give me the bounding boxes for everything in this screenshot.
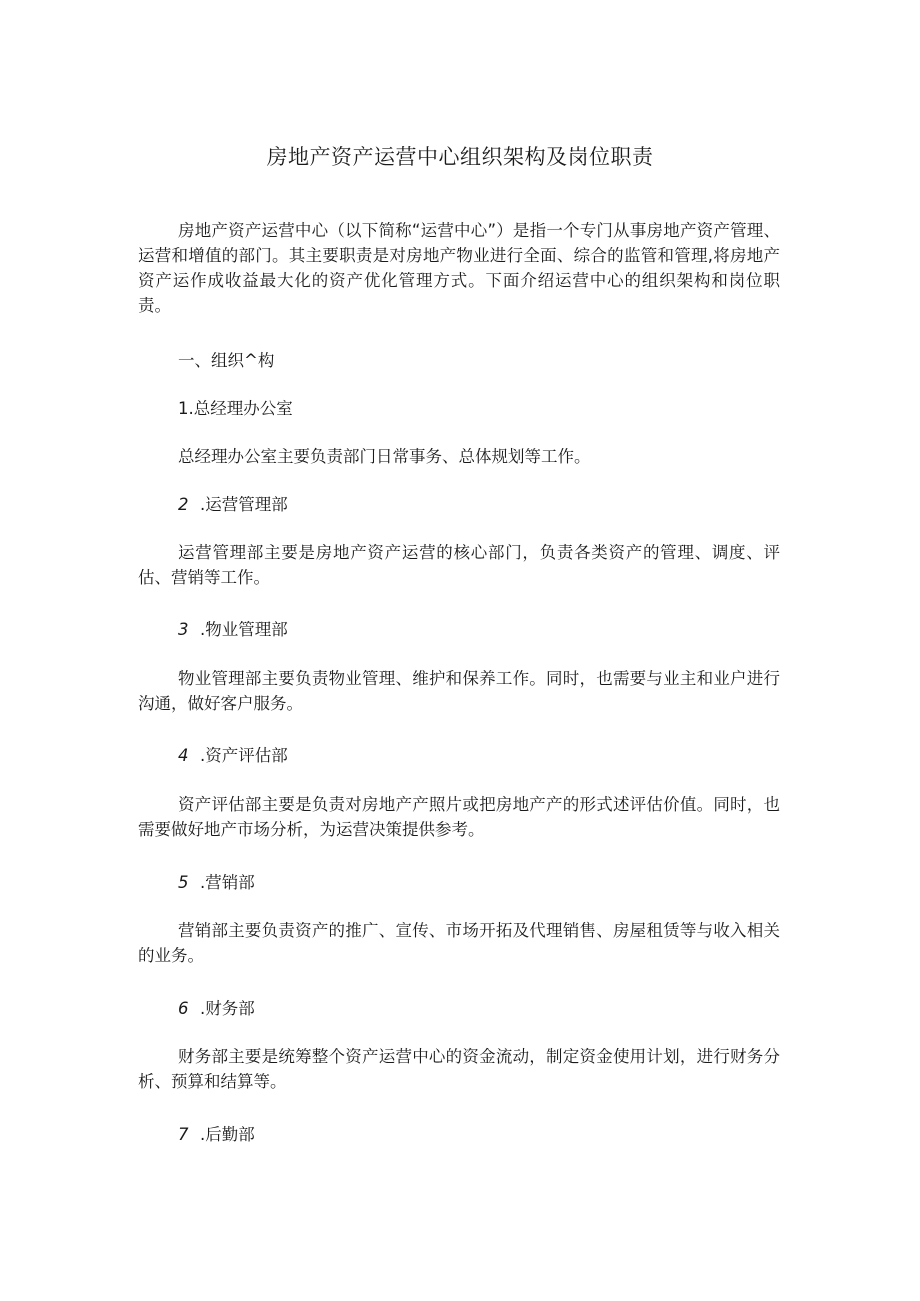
department-heading [178,396,293,421]
department-name: 总经理办公室 [193,399,293,418]
department-description: 总经理办公室主要负责部门日常事务、总体规划等工作。 [178,447,591,466]
department-name: .财务部 [200,999,255,1018]
department-heading [178,1122,255,1147]
department-description: 物业管理部主要负责物业管理、维护和保养工作。同时，也需要与业主和业户进行沟通，做好客户服务。 [138,669,780,713]
department-description: 资产评估部主要是负责对房地产产照片或把房地产产的形式述评估价值。同时，也需要做好地产市场分析，为运营决策提供参考。 [138,795,780,839]
department-heading [178,996,255,1021]
department-name: .运营管理部 [200,495,288,514]
department-name: .后勤部 [200,1125,255,1144]
department-heading [178,492,288,517]
department-name: .营销部 [200,873,255,892]
section-heading: 一、组织^构 [178,351,275,370]
department-number: 4 [178,746,189,765]
department-heading [178,870,255,895]
department-number: 3 [178,620,189,639]
department-number: 1. [178,399,194,418]
department-name: .资产评估部 [200,746,288,765]
document-title: 房地产资产运营中心组织架构及岗位职责 [266,145,654,169]
department-description: 财务部主要是统筹整个资产运营中心的资金流动，制定资金使用计划，进行财务分析、预算和结算等。 [138,1047,780,1091]
department-description: 运营管理部主要是房地产资产运营的核心部门，负责各类资产的管理、调度、评估、营销等工作。 [138,543,780,587]
department-name: .物业管理部 [200,620,288,639]
intro-paragraph: 房地产资产运营中心（以下简称“运营中心”）是指一个专门从事房地产资产管理、运营和增值的部门。其主要职责是对房地产物业进行全面、综合的监管和管理,将房地产资产运作成收益最大化的资产优化管理方式。下面介绍运营中心的组织架构和岗位职责。 [138,221,780,315]
department-number: 2 [178,495,189,514]
department-heading [178,743,288,768]
department-description: 营销部主要负责资产的推广、宣传、市场开拓及代理销售、房屋租赁等与收入相关的业务。 [138,921,780,965]
department-number: 7 [178,1125,189,1144]
department-heading [178,617,288,642]
department-number: 5 [178,873,189,892]
department-number: 6 [178,999,189,1018]
